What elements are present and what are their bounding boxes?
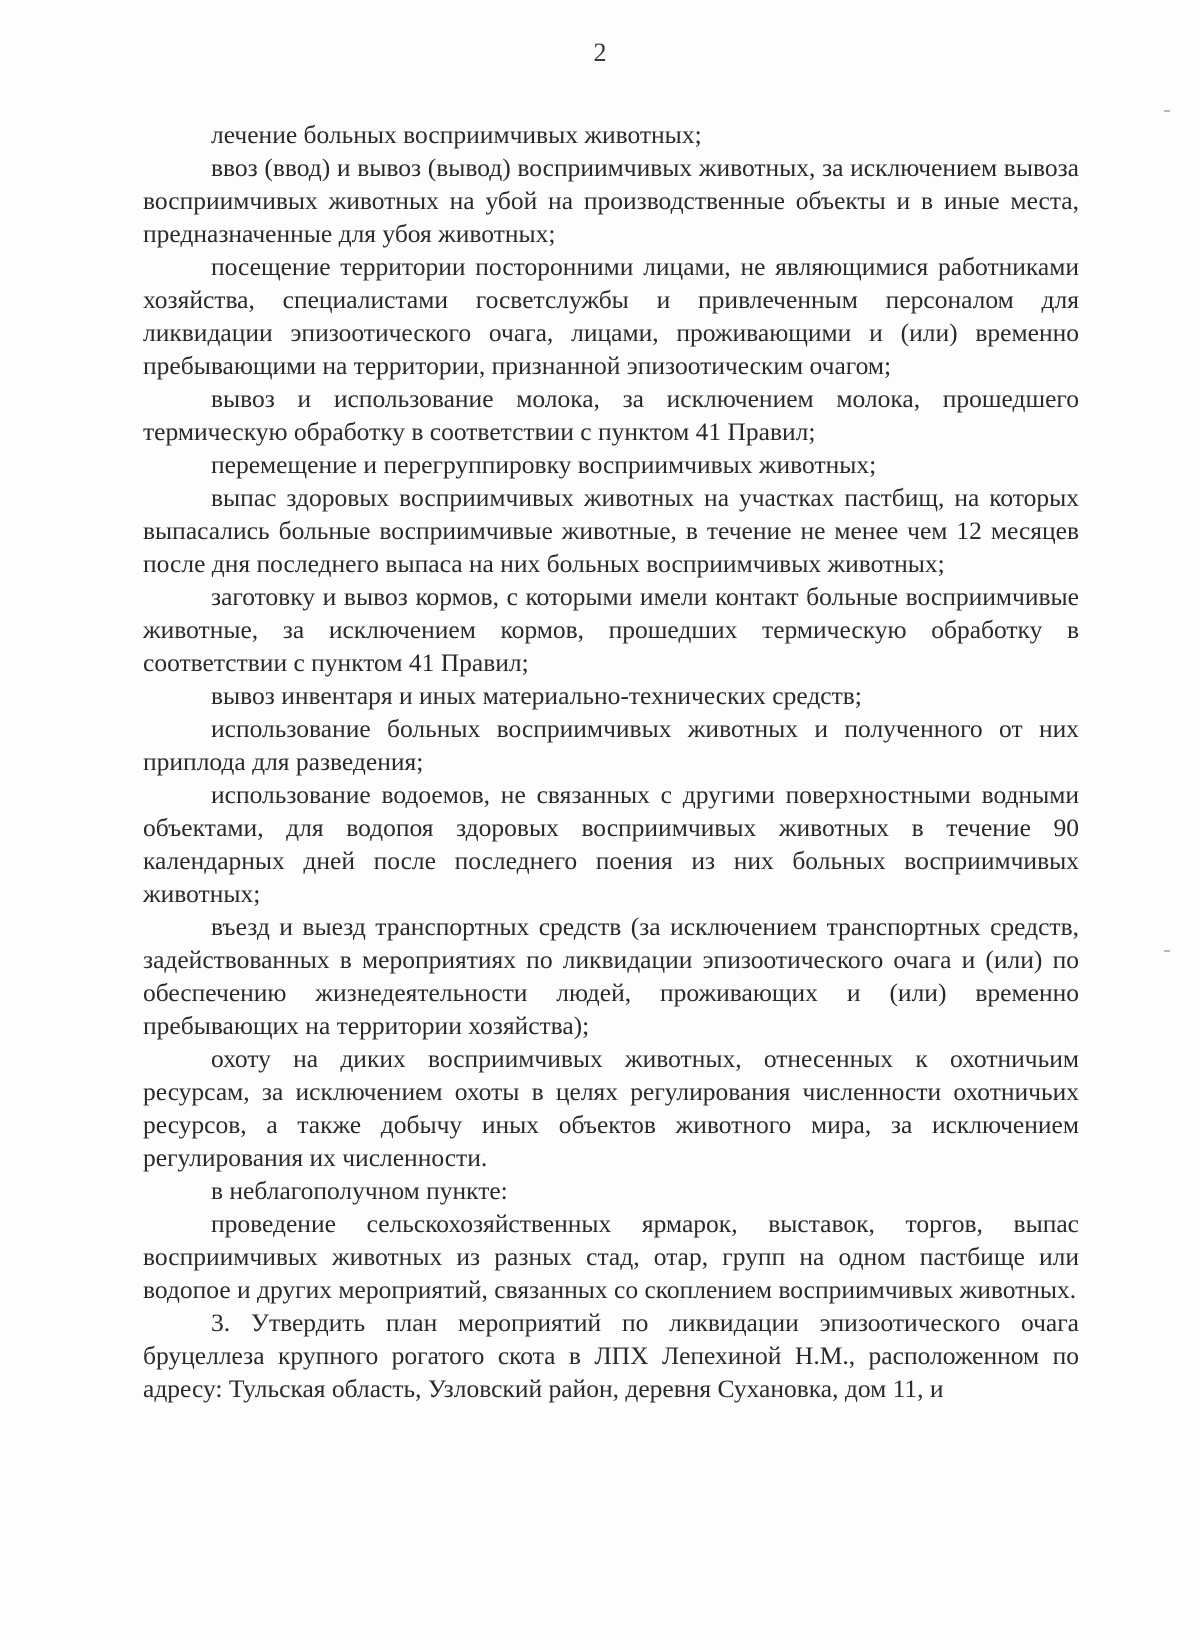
paragraph: вывоз инвентаря и иных материально-технических средств; (211, 681, 862, 710)
paragraph: проведение сельскохозяйственных ярмарок, выставок, торгов, выпас восприимчивых животных из разных стад, отар, групп на одном пастбище или водопое и других мероприятий, связанных со скоплением восприимчивых животных. (143, 1209, 1079, 1304)
paragraph: в неблагополучном пункте: (211, 1176, 508, 1205)
scan-artifact (1164, 950, 1170, 952)
paragraph: перемещение и перегруппировку восприимчивых животных; (211, 450, 877, 479)
paragraph: выпас здоровых восприимчивых животных на участках пастбищ, на которых выпасались больные восприимчивые животные, в течение не менее чем 12 месяцев после дня последнего выпаса на них больных восприимчивых животных; (143, 483, 1079, 578)
paragraph: охоту на диких восприимчивых животных, отнесенных к охотничьим ресурсам, за исключением охоты в целях регулирования численности охотничьих ресурсов, а также добычу иных объектов животного мира, за исключением регулирования их численности. (143, 1044, 1079, 1172)
document-body (143, 118, 1079, 1405)
paragraph: 3. Утвердить план мероприятий по ликвидации эпизоотического очага бруцеллеза крупного рогатого скота в ЛПХ Лепехиной Н.М., расположенном по адресу: Тульская область, Узловский район, деревня Сухановка, дом 11, и (143, 1308, 1079, 1403)
paragraph: посещение территории посторонними лицами, не являющимися работниками хозяйства, специалистами госветслужбы и привлеченным персоналом для ликвидации эпизоотического очага, лицами, проживающими и (или) временно пребывающими на территории, признанной эпизоотическим очагом; (143, 252, 1079, 380)
paragraph: заготовку и вывоз кормов, с которыми имели контакт больные восприимчивые животные, за исключением кормов, прошедших термическую обработку в соответствии с пунктом 41 Правил; (143, 582, 1079, 677)
paragraph: использование водоемов, не связанных с другими поверхностными водными объектами, для водопоя здоровых восприимчивых животных в течение 90 календарных дней после последнего поения из них больных восприимчивых животных; (143, 780, 1079, 908)
paragraph: ввоз (ввод) и вывоз (вывод) восприимчивых животных, за исключением вывоза восприимчивых животных на убой на производственные объекты и в иные места, предназначенные для убоя животных; (143, 153, 1079, 248)
paragraph: использование больных восприимчивых животных и полученного от них приплода для разведения; (143, 714, 1079, 776)
paragraph: вывоз и использование молока, за исключением молока, прошедшего термическую обработку в соответствии с пунктом 41 Правил; (143, 384, 1079, 446)
paragraph: лечение больных восприимчивых животных; (211, 120, 702, 149)
scan-artifact (1164, 110, 1170, 112)
page-number: 2 (593, 38, 607, 67)
paragraph: въезд и выезд транспортных средств (за исключением транспортных средств, задействованных в мероприятиях по ликвидации эпизоотического очага и (или) по обеспечению жизнедеятельности людей, проживающих и (или) временно пребывающих на территории хозяйства); (143, 912, 1079, 1040)
